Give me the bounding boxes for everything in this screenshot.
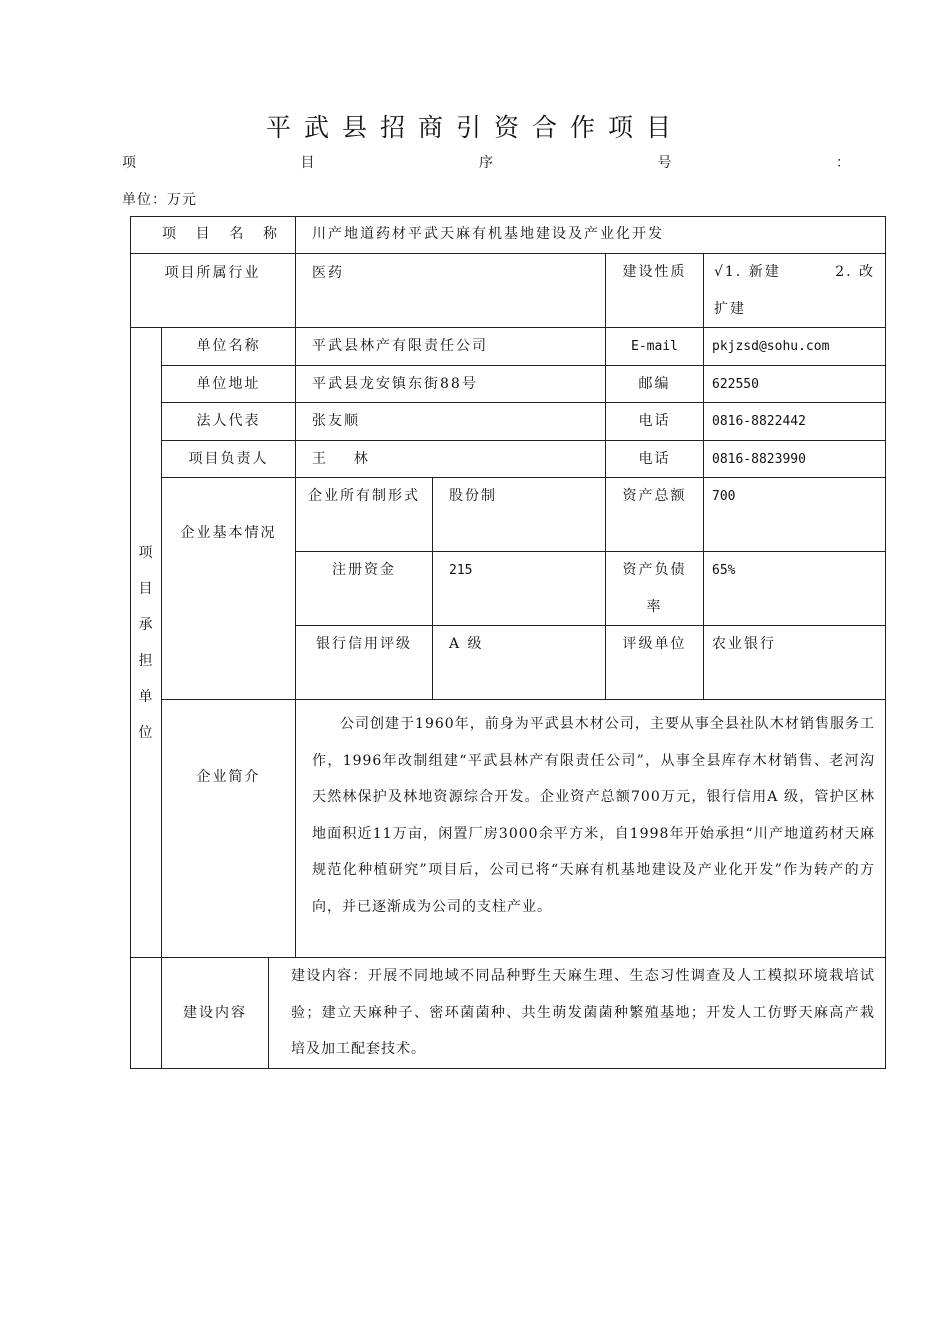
phone-value-1: 0816-8822442 [704,403,886,441]
email-value: pkjzsd@sohu.com [704,328,886,366]
nature-option-new: √1. 新建 [714,264,781,280]
phone-value-2: 0816-8823990 [704,441,886,478]
blank-cell [130,958,162,1069]
seq-char: ： [836,155,850,171]
postcode-label: 邮编 [606,366,704,403]
company-name-value: 平武县林产有限责任公司 [296,328,606,366]
phone-label-2: 电话 [606,441,704,478]
profile-label: 企业简介 [162,700,296,958]
credit-label: 银行信用评级 [296,626,433,700]
basic-info-label: 企业基本情况 [162,478,296,700]
industry-value: 医药 [296,254,606,328]
industry-label: 项目所属行业 [130,254,296,328]
project-name-label: 项 目 名 称 [130,216,296,254]
ownership-value: 股份制 [433,478,606,552]
address-label: 单位地址 [162,366,296,403]
manager-label: 项目负责人 [162,441,296,478]
undertaker-label: 项 目 承 担 单 位 [130,328,162,958]
phone-label: 电话 [606,403,704,441]
rating-unit-value: 农业银行 [704,626,886,700]
content-text: 建设内容：开展不同地域不同品种野生天麻生理、生态习性调查及人工模拟环境栽培试验；建立天麻种子、密环菌菌种、共生萌发菌菌种繁殖基地；开发人工仿野天麻高产栽培及加工配套技术。 [269,958,886,1069]
unit-note: 单位：万元 [122,192,197,208]
legal-rep-label: 法人代表 [162,403,296,441]
document-title: 平武县招商引资合作项目 [265,113,684,142]
credit-value: A 级 [433,626,606,700]
total-assets-value: 700 [704,478,886,552]
debt-ratio-value: 65% [704,552,886,626]
seq-char: 目 [300,155,315,171]
legal-rep-value: 张友顺 [296,403,606,441]
address-value: 平武县龙安镇东街88号 [296,366,606,403]
reg-capital-label: 注册资金 [296,552,433,626]
seq-char: 序 [479,155,493,171]
seq-char: 项 [122,155,136,171]
debt-ratio-label: 资产负债率 [606,552,704,626]
nature-option-rebuild: 2. 改 [835,264,875,280]
reg-capital-value: 215 [433,552,606,626]
content-label: 建设内容 [162,958,269,1069]
postcode-value: 622550 [704,366,886,403]
nature-value [704,254,886,328]
profile-text: 公司创建于1960年，前身为平武县木材公司，主要从事全县社队木材销售服务工作，1996年改制组建“平武县林产有限责任公司”，从事全县库存木材销售、老河沟天然林保护及林地资源综合开发。企业资产总额700万元，银行信用A 级，管护区林地面积近11万亩，闲置厂房3000余平方米，自1998年开始承担“川产地道药材天麻规范化种植研究”项目后，公司已将“天麻有机基地建设及产业化开发”作为转产的方向，并已逐渐成为公司的支柱产业。 [296,700,886,958]
manager-value: 王 林 [296,441,606,478]
ownership-label: 企业所有制形式 [296,478,433,552]
rating-unit-label: 评级单位 [606,626,704,700]
nature-option-rebuild-cont: 扩建 [714,301,746,317]
project-sequence-line [122,152,850,174]
company-name-label: 单位名称 [162,328,296,366]
total-assets-label: 资产总额 [606,478,704,552]
email-label: E-mail [606,328,704,366]
project-name-value: 川产地道药材平武天麻有机基地建设及产业化开发 [296,216,886,254]
project-table [130,216,886,1069]
nature-label: 建设性质 [606,254,704,328]
seq-char: 号 [657,155,672,171]
